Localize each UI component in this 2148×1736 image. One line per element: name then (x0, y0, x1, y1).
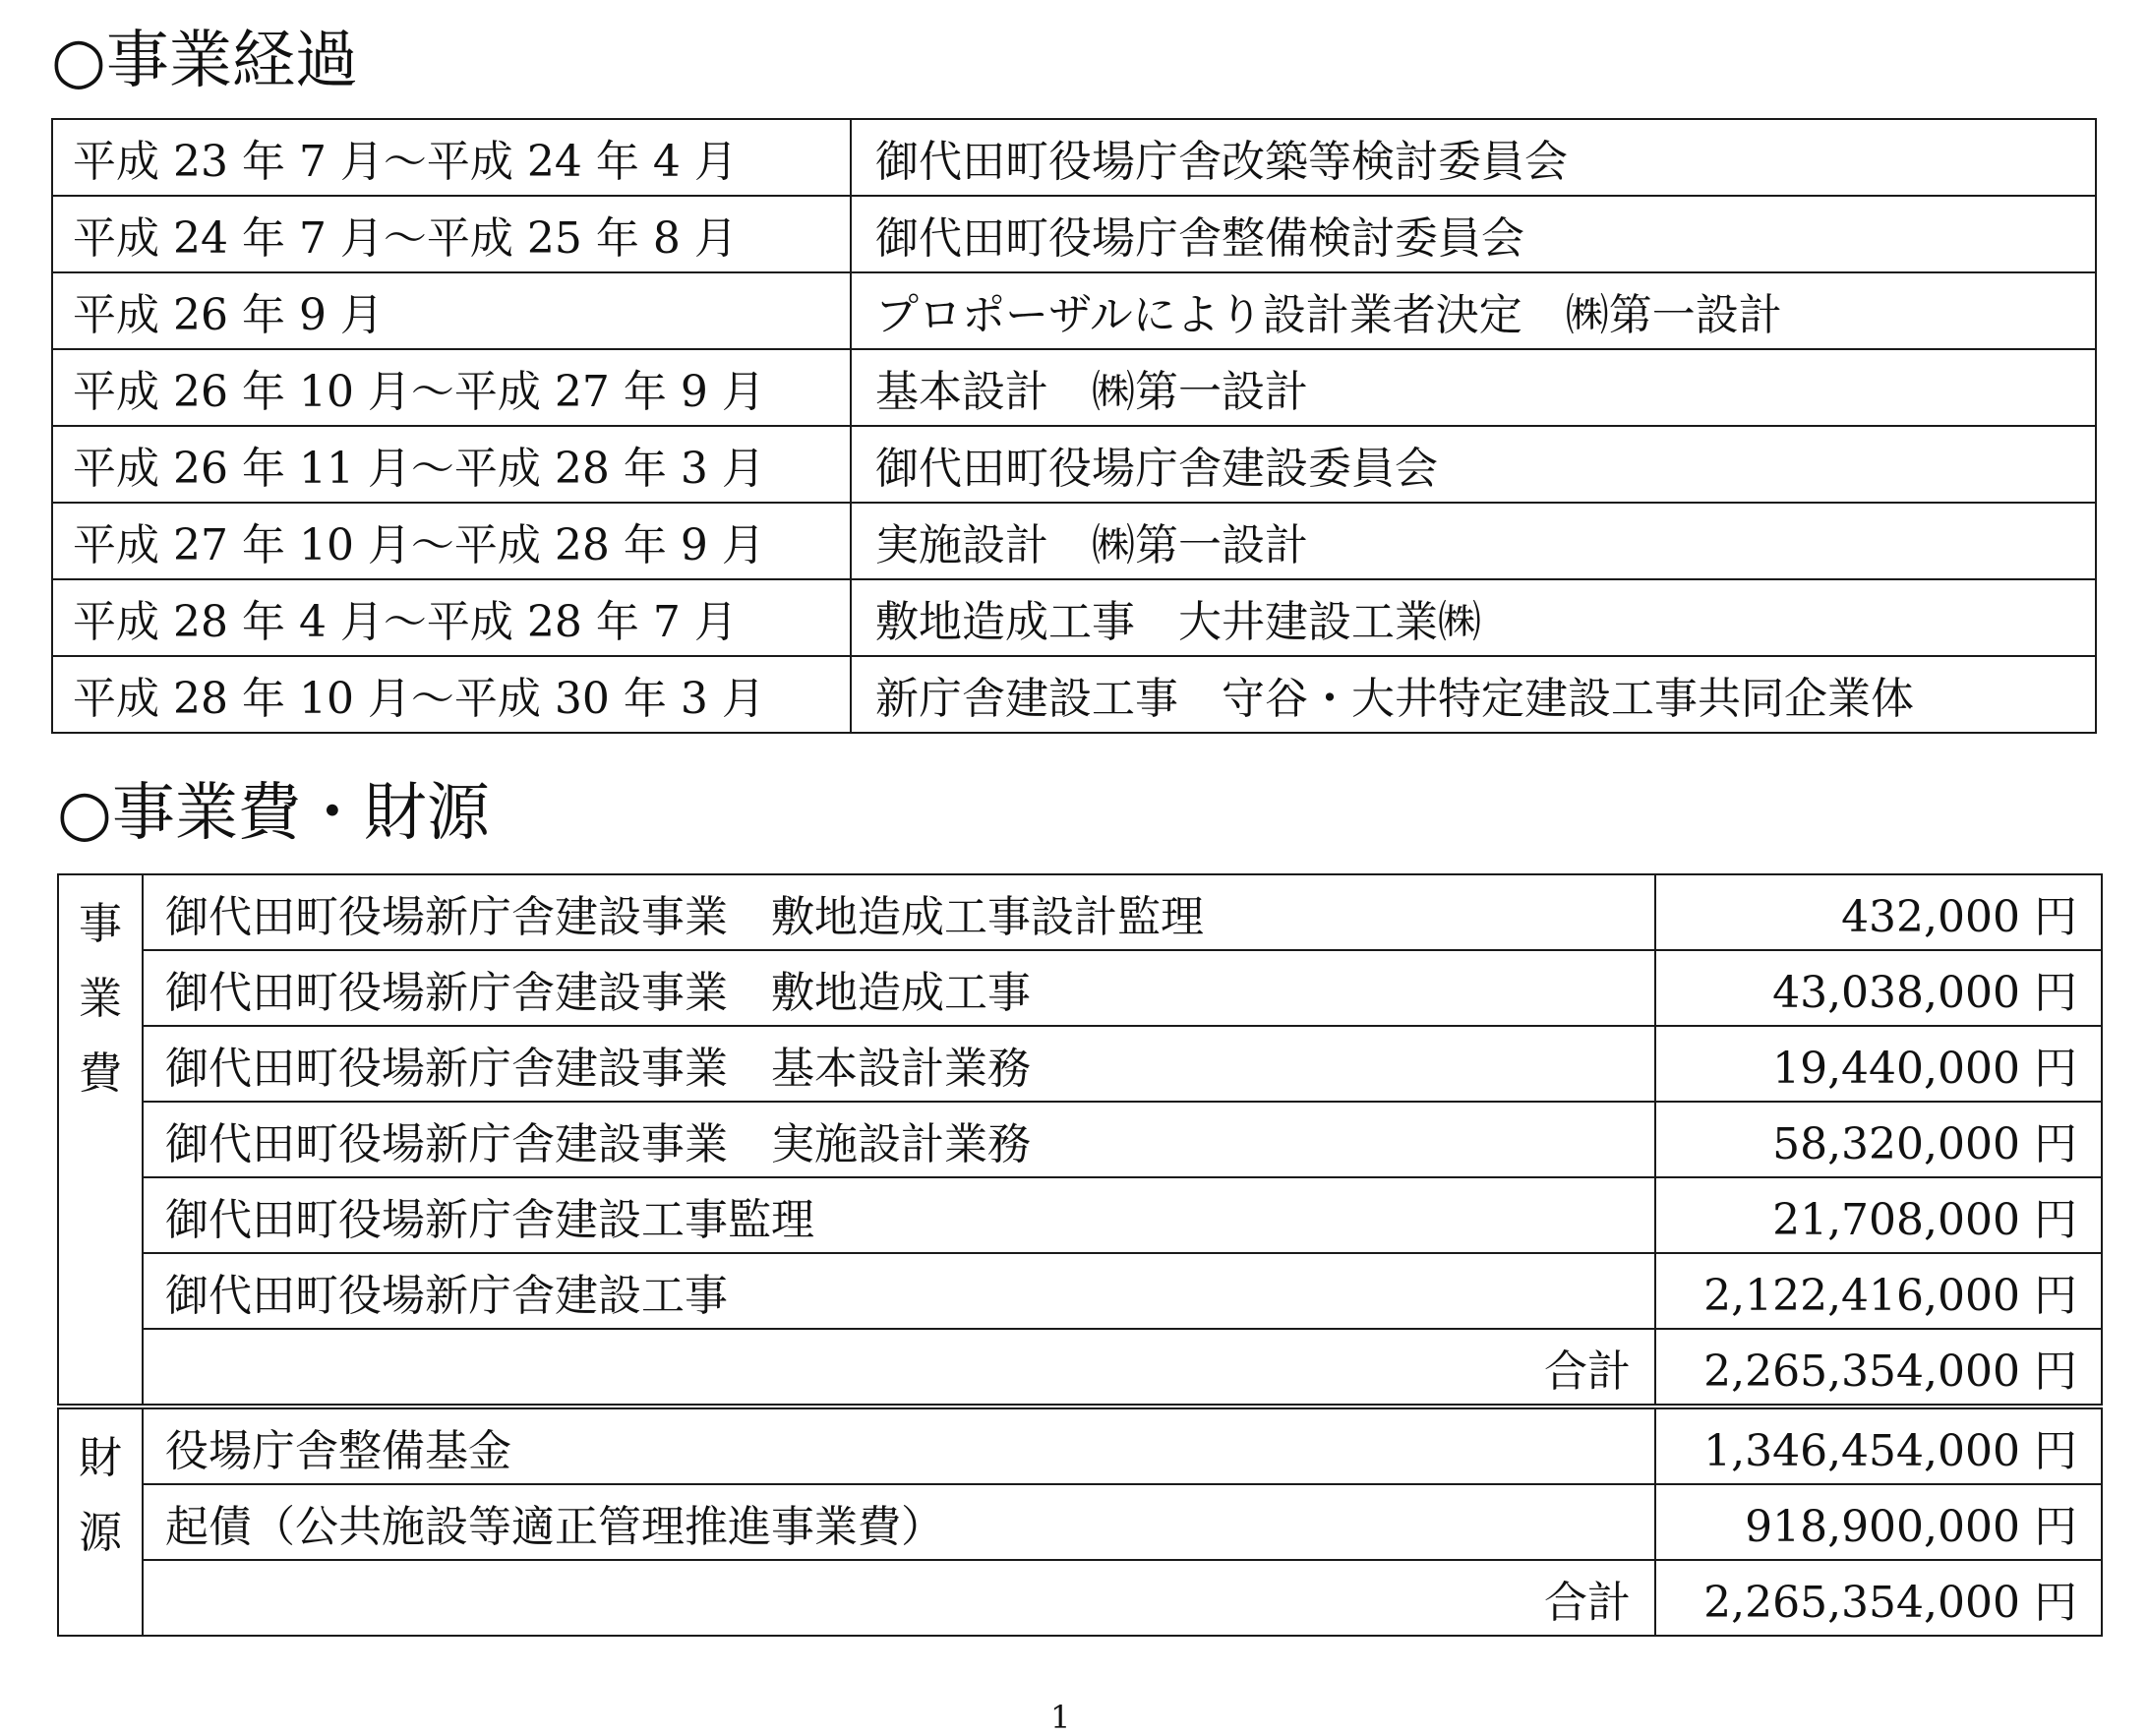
cost-item-name: 御代田町役場新庁舎建設事業 実施設計業務 (143, 1102, 1655, 1177)
funding-item-name: 起債（公共施設等適正管理推進事業費） (143, 1484, 1655, 1560)
cost-item-amount: 43,038,000 円 (1655, 950, 2102, 1026)
cost-item-name: 御代田町役場新庁舎建設事業 敷地造成工事 (143, 950, 1655, 1026)
cost-item-name: 御代田町役場新庁舎建設事業 敷地造成工事設計監理 (143, 874, 1655, 950)
table-row (58, 1026, 2102, 1102)
funding-item-amount: 918,900,000 円 (1655, 1484, 2102, 1560)
cost-item-name: 御代田町役場新庁舎建設工事 (143, 1253, 1655, 1329)
table-row (58, 950, 2102, 1026)
timeline-period: 平成 26 年 9 月 (52, 272, 851, 349)
table-row (58, 1560, 2102, 1636)
timeline-event: プロポーザルにより設計業者決定 ㈱第一設計 (851, 272, 2096, 349)
table-row (58, 1177, 2102, 1253)
timeline-event: 御代田町役場庁舎整備検討委員会 (851, 196, 2096, 272)
funding-item-amount: 1,346,454,000 円 (1655, 1407, 2102, 1484)
table-row (52, 272, 2096, 349)
page-number: 1 (1050, 1699, 1071, 1736)
funding-section-label (58, 1407, 143, 1636)
timeline-period: 平成 27 年 10 月～平成 28 年 9 月 (52, 503, 851, 579)
timeline-period: 平成 23 年 7 月～平成 24 年 4 月 (52, 119, 851, 196)
table-row (52, 349, 2096, 426)
table-row (58, 1484, 2102, 1560)
timeline-event: 敷地造成工事 大井建設工業㈱ (851, 579, 2096, 656)
timeline-period: 平成 26 年 10 月～平成 27 年 9 月 (52, 349, 851, 426)
timeline-period: 平成 24 年 7 月～平成 25 年 8 月 (52, 196, 851, 272)
vertical-label-char: 財 (79, 1433, 122, 1483)
table-row (58, 1253, 2102, 1329)
cost-total-label: 合計 (143, 1329, 1655, 1407)
cost-item-amount: 58,320,000 円 (1655, 1102, 2102, 1177)
table-row (52, 579, 2096, 656)
cost-item-name: 御代田町役場新庁舎建設事業 基本設計業務 (143, 1026, 1655, 1102)
cost-section-label (58, 874, 143, 1407)
table-row (52, 503, 2096, 579)
cost-item-amount: 21,708,000 円 (1655, 1177, 2102, 1253)
table-row (58, 1102, 2102, 1177)
timeline-period: 平成 26 年 11 月～平成 28 年 3 月 (52, 426, 851, 503)
table-row (52, 119, 2096, 196)
timeline-event: 御代田町役場庁舎改築等検討委員会 (851, 119, 2096, 196)
vertical-label-char: 費 (79, 1048, 122, 1099)
table-row (58, 1407, 2102, 1484)
cost-item-amount: 19,440,000 円 (1655, 1026, 2102, 1102)
vertical-label-char: 源 (79, 1508, 122, 1558)
table-row (52, 656, 2096, 733)
funding-item-name: 役場庁舎整備基金 (143, 1407, 1655, 1484)
timeline-event: 実施設計 ㈱第一設計 (851, 503, 2096, 579)
timeline-table (51, 118, 2097, 734)
funding-total-amount: 2,265,354,000 円 (1655, 1560, 2102, 1636)
cost-funding-table (57, 873, 2103, 1637)
timeline-period: 平成 28 年 10 月～平成 30 年 3 月 (52, 656, 851, 733)
section-title-costs: ○事業費・財源 (57, 777, 490, 850)
table-row (52, 426, 2096, 503)
timeline-event: 基本設計 ㈱第一設計 (851, 349, 2096, 426)
cost-total-amount: 2,265,354,000 円 (1655, 1329, 2102, 1407)
timeline-event: 新庁舎建設工事 守谷・大井特定建設工事共同企業体 (851, 656, 2096, 733)
vertical-label-char: 事 (79, 899, 122, 949)
cost-item-amount: 432,000 円 (1655, 874, 2102, 950)
section-title-progress: ○事業経過 (51, 25, 358, 97)
timeline-period: 平成 28 年 4 月～平成 28 年 7 月 (52, 579, 851, 656)
cost-item-amount: 2,122,416,000 円 (1655, 1253, 2102, 1329)
table-row (58, 874, 2102, 950)
timeline-event: 御代田町役場庁舎建設委員会 (851, 426, 2096, 503)
table-row (58, 1329, 2102, 1407)
table-row (52, 196, 2096, 272)
funding-total-label: 合計 (143, 1560, 1655, 1636)
cost-item-name: 御代田町役場新庁舎建設工事監理 (143, 1177, 1655, 1253)
vertical-label-char: 業 (79, 974, 122, 1024)
